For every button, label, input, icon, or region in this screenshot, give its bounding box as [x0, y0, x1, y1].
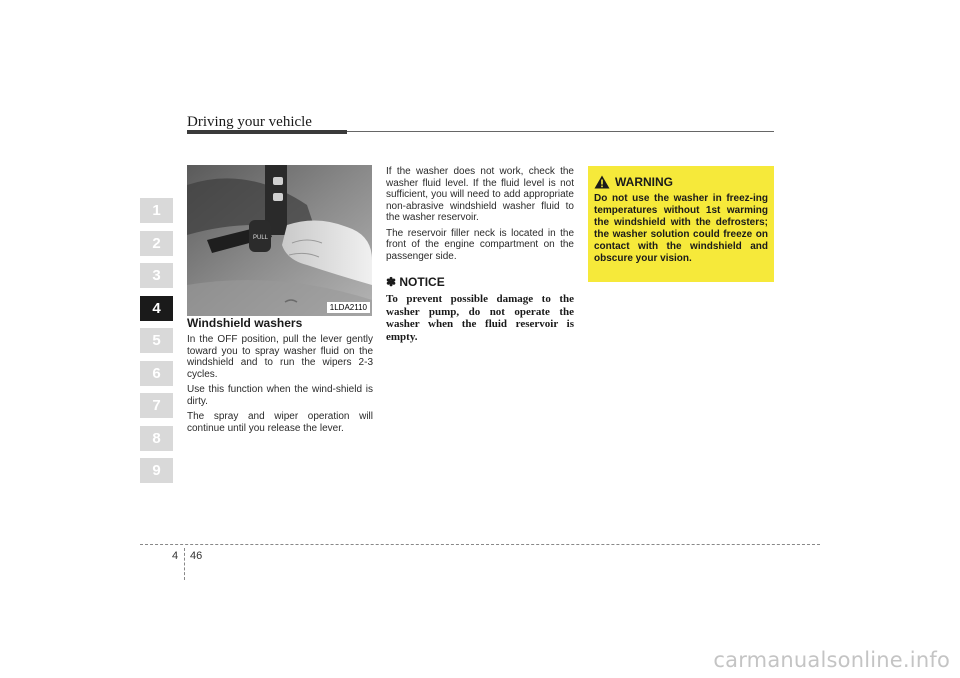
chapter-tab-3[interactable]: 3	[140, 263, 173, 288]
footer-rule	[140, 544, 820, 545]
wiper-lever-illustration	[187, 165, 372, 316]
warning-title: WARNING	[615, 175, 673, 189]
footer-page-number: 46	[190, 550, 203, 562]
washer-info-column	[386, 166, 574, 343]
chapter-tab-6[interactable]: 6	[140, 361, 173, 386]
chapter-tab-4-active[interactable]: 4	[140, 296, 173, 321]
wiper-lever-photo	[187, 165, 372, 316]
photo-code: 1LDA2110	[327, 302, 370, 313]
warning-text: Do not use the washer in freez-ing temperatures without 1st warming the windshield with the defrosters; the washer solution could freeze on contact with the windshield and obscure your vision.	[594, 193, 768, 264]
notice-title: ✽ NOTICE	[386, 275, 445, 289]
lever-pull-label: PULL	[253, 235, 269, 241]
warning-box	[588, 166, 774, 282]
footer-divider	[184, 548, 185, 580]
windshield-washers-section	[187, 316, 373, 438]
chapter-tabs	[140, 198, 173, 491]
paragraph: In the OFF position, pull the lever gently toward you to spray washer fluid on the windshield and to run the wipers 2-3 cycles.	[187, 334, 373, 380]
footer-chapter-number: 4	[172, 550, 179, 562]
chapter-tab-2[interactable]: 2	[140, 231, 173, 256]
chapter-tab-5[interactable]: 5	[140, 328, 173, 353]
chapter-tab-7[interactable]: 7	[140, 393, 173, 418]
chapter-tab-9[interactable]: 9	[140, 458, 173, 483]
paragraph: The reservoir filler neck is located in the front of the engine compartment on the passenger side.	[386, 227, 574, 262]
notice-text: To prevent possible damage to the washer pump, do not operate the washer when the fluid reservoir is empty.	[386, 293, 574, 343]
paragraph: Use this function when the wind-shield is dirty.	[187, 384, 373, 407]
watermark: carmanualsonline.info	[713, 648, 950, 672]
chapter-tab-8[interactable]: 8	[140, 426, 173, 451]
paragraph: The spray and wiper operation will continue until you release the lever.	[187, 411, 373, 434]
warning-title-row	[594, 175, 768, 189]
paragraph: If the washer does not work, check the washer fluid level. If the fluid level is not sufficient, you will need to add appropriate non-abrasive windshield washer fluid to the washer reservoir.	[386, 166, 574, 223]
header-accent-bar	[187, 130, 347, 134]
header-title: Driving your vehicle	[187, 114, 312, 130]
section-heading: Windshield washers	[187, 316, 303, 330]
warning-triangle-icon	[594, 175, 610, 189]
chapter-tab-1[interactable]: 1	[140, 198, 173, 223]
